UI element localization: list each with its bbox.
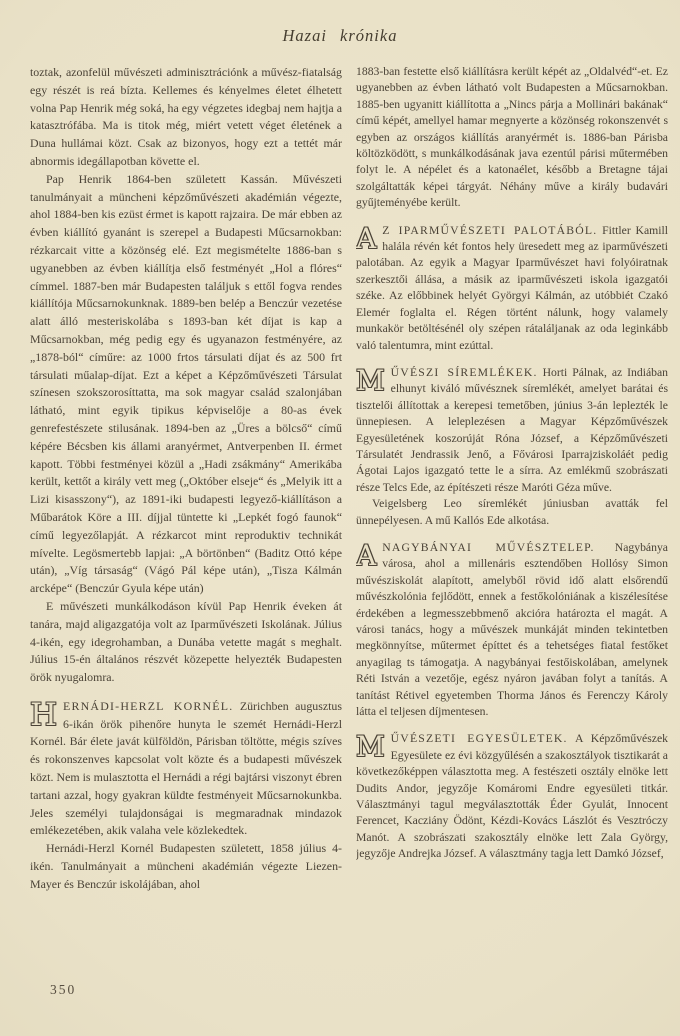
paragraph-text: Nagybánya városa, ahol a millenáris esztendőben Hollósy Simon művésziskolát alapított, amelyből rövid idő alatt elsőrendű művészkolónia fejlődött, ennek a festőkolóniának a kiszélesítése érdekében a legmesszebbmenő akcióra határozta el magát. A városi tanács, hogy a művészek munkáját minden tekintetben megkönnyítse, műtermet építtet és a tehetséges fiatal festőket anyagilag ts támogatja. A nagybányai festőiskolában, amelynek Réti István a vezetője, egész nyáron javában folyt a tanítás. A tanítást Rétivel egyetemben Thorma János és Ferenczy Károly látta el teljesen díjmentesen. — [356, 540, 668, 719]
section-paragraph — [356, 223, 668, 354]
running-header: Hazai krónika — [282, 26, 398, 45]
paragraph-text: E művészeti munkálkodáson kívül Pap Henrik éveken át tanára, majd aligazgatója volt az Iparművészeti Iskolának. Július 4-ikén, egy idegrohamban, a Dunába vetette magát s meghalt. Július 15-én általános részvét közepette helyezték Budapesten örök nyugalomra. — [30, 598, 342, 685]
section-title: ŰVÉSZI SÍREMLÉKEK. — [390, 365, 538, 379]
paragraph-text: A Képzőművészek Egyesülete ez évi közgyűlésén a szakosztályok tisztikarát a következőképpen választotta meg. A festészeti osztály elnöke lett Dudits Andor, jegyzője Komáromi Endre egyesületi titkár. Választmányi tagul megválasztották Éder Gyulát, Innocent Ferencet, Kacziány Ödönt, Kézdi-Kovács Lászlót és Vesztróczy Manót. A szobrászati szakosztály elnöke lett Zala György, jegyzője Andrejka József. A választmány tagja lett Damkó József, — [356, 732, 668, 861]
section-paragraph — [356, 365, 668, 496]
section-paragraph — [356, 540, 668, 720]
paragraph-text: Hernádi-Herzl Kornél Budapesten született, 1858 július 4-ikén. Tanulmányait a müncheni akadémián végezte Liezen-Mayer és Benczúr iskolájában, ahol — [30, 841, 342, 891]
section-title: NAGYBÁNYAI MŰVÉSZTELEP. — [382, 540, 595, 554]
paragraph-text: Pap Henrik 1864-ben született Kassán. Művészeti tanulmányait a müncheni képzőművészeti akadémián végezte, ahol 1884-ben kis ezüst érmet is kapott rajzaira. De már ebben az évben kiállító gyanánt is szerepel a Budapesti Műcsarnokban: rézkarcait vitte a közönség elé. Ezt megismételte 1886-ban s ugyanebben az évben kiállítja első festményét „Hol a flóres“ címmel. 1887-ben már Budapesten találjuk s ettől fogva rendes kiállítója Műcsarnokunknak. 1889-ben belép a Benczúr vezetése alatt álló mesteriskolába s 1893-ban két díjat is kap a Műcsarnokban, még pedig egy és ugyanazon festményére, az „1878-ból“ címűre: az 1000 frtos társulati díjat és az 500 frt társulati műalap-díjat. Ezt a képet a Képzőművészeti Társulat színesen szokszorosíttatta, ma sok magyar család szalonjában látható, mint egyik tipikus képviselője a 80-as évek genrefestészete stilusának. 1894-ben az „Üres a bölcső“ című képére Bécsben kis állami aranyérmet, Antverpenben II. érmet kapott. Többi festményei közül a „Hadi zsákmány“ Amerikába került, kettőt a király vett meg („Október elseje“ és „Melyik itt a Lizi kisasszony“), az 1891-iki budapesti legyező-kiállításon a Műbarátok Köre a III. díjjal tüntette ki „Lepkét fogó faunok“ című legyezőlapját. A rézkarcot mint reproduktiv technikát mívelte. Legösmertebb lapjai: „A börtönben“ (Baditz Ottó képe után), „Víg társaság“ (Vágó Pál képe után), „Tisza Kálmán arcképe“ (Benczúr Gyula képe után) — [30, 171, 342, 596]
body-paragraph — [356, 496, 668, 529]
drop-cap-initial: M — [356, 730, 385, 764]
section-title: Z IPARMŰVÉSZETI PALOTÁBÓL. — [382, 223, 598, 237]
paragraph-text: toztak, azonfelül művészeti adminisztrációnk a művész-fiatalság egy részét is reá bízta. Kellemes és kényelmes életet élhetett volna Pap Henrik még soká, ha egy végzetes idegbaj nem hajtja a katasztrófába. Ma is titok még, miért vetett véget életének a Duna hullámai közt. Csak az bizonyos, hogy ezt a tettét már abnormis idegállapotban követte el. — [30, 65, 342, 168]
body-paragraph — [30, 64, 342, 171]
body-paragraph — [30, 598, 342, 687]
paragraph-text: Horti Pálnak, az Indiában elhunyt kiváló művésznek síremlékét, amelyet barátai és tisztelői állítottak a kerepesi temetőben, június 3-án leplezték le ünnepiesen. A leleplezésen a Magyar Képzőművészek Egyesületének koszorúját Róna József, a Képzőművészeti Társulatét Jendrassik Jenő, a Fővárosi Iparrajziskoláét pedig Ágotai Lajos igazgató tette le a sírra. Az emlékmű szobrászati része Telcs Ede, az építészeti része Maróti Géza műve. — [356, 365, 668, 494]
drop-cap-initial: A — [356, 538, 377, 572]
section-title: ŰVÉSZETI EGYESÜLETEK. — [390, 732, 568, 746]
drop-cap-initial: H — [30, 696, 58, 733]
drop-cap-initial: M — [356, 363, 385, 397]
paragraph-text: Fittler Kamill halála révén két fontos hely üresedett meg az iparművészeti palotában. Az egyik a Magyar Iparművészet havi folyóiratnak szerkesztői állása, a másik az iparművészeti iskola igazgatói széke. Az előbbinek helyét Györgyi Kálmán, az utóbbiét Czakó Elemér foglalta el. Régen történt nálunk, hogy valamely munkakör betöltésénél oly szépen rátaláljanak az oda leginkább való talentumra, mint ezúttal. — [356, 223, 668, 352]
paragraph-text: 1883-ban festette első kiállításra került képét az „Oldalvéd“-et. Ez ugyanebben az évben látható volt Budapesten a Műcsarnokban. 1885-ben ugyanitt kiállította a „Nincs párja a Mollinári bakának“ című képét, amellyel hamar megnyerte a közönség rokonszenvét s egyben az országos kiállítás aranyérmét is. 1886-ban Párisba költözködött, s munkálkodásának java ezentúl párisi műtermében folyt le. A népélet és a katonaélet, később a Bretagne tájai szolgáltatták képei tárgyát. Néhány műve a király budavári gyűjteményébe került. — [356, 65, 668, 210]
section-title: ERNÁDI-HERZL KORNÉL. — [63, 698, 234, 713]
body-paragraph — [30, 171, 342, 598]
text-columns — [30, 64, 668, 1008]
body-paragraph — [356, 64, 668, 212]
paragraph-text: Veigelsberg Leo síremlékét júniusban avatták fel ünnepélyesen. A mű Kallós Ede alkotása. — [356, 497, 668, 527]
section-paragraph — [356, 731, 668, 862]
paragraph-text: Zürichben augusztus 6-ikán örök pihenőre hunyta le szemét Hernádi-Herzl Kornél. Bár élete javát külföldön, Párisban töltötte, mégis szíves és rokonszenves kapcsolat volt közte és a budapesti művészek közt. Nem is mulasztotta el Hernádi a régi bajtársi viszonyt ébren tartani azzal, hogy gyakran küldte festményeit Műcsarnokunkba. Jeles személyi tulajdonságai is megmaradnak mindazok emlékezetében, akik valaha vele közlekedtek. — [30, 698, 342, 838]
body-paragraph — [30, 840, 342, 893]
section-paragraph — [30, 698, 342, 840]
page-number: 350 — [50, 982, 77, 997]
drop-cap-initial: A — [356, 221, 377, 255]
column-left — [30, 64, 342, 990]
column-right — [356, 64, 668, 1008]
